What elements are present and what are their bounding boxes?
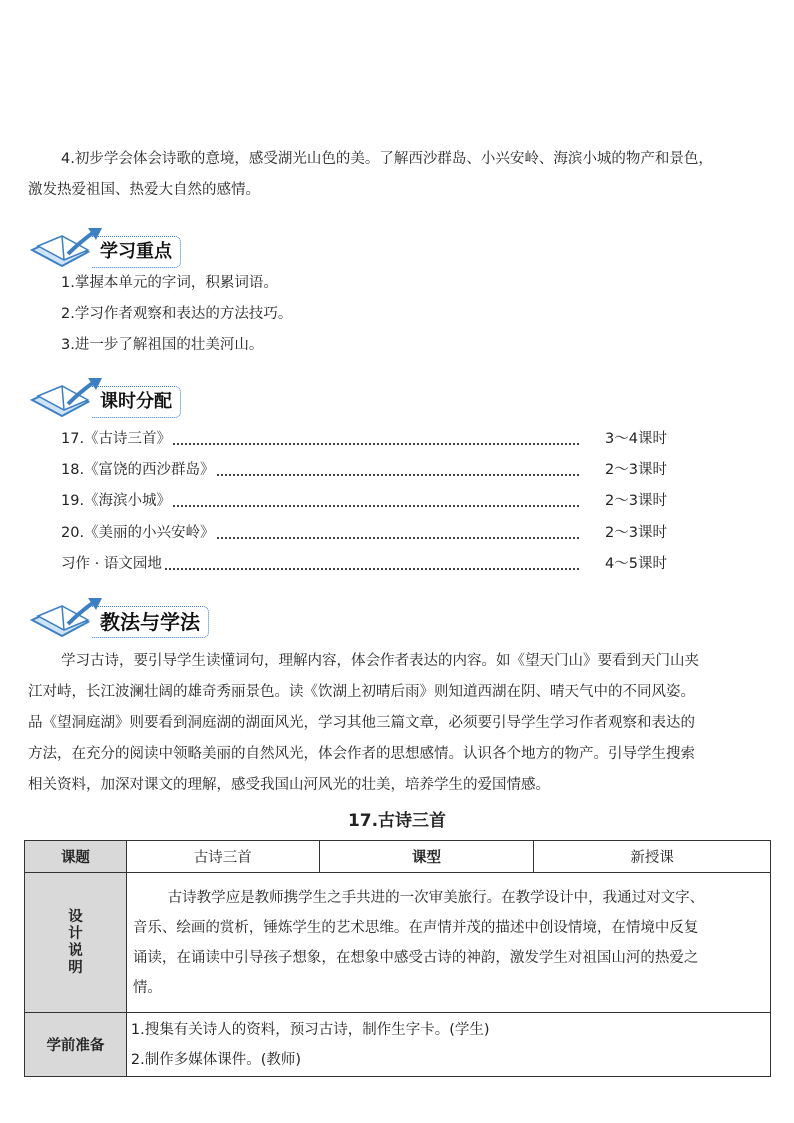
schedule-row [61, 486, 667, 517]
prep-label: 学前准备 [25, 1013, 127, 1077]
prep-line: 2.制作多媒体课件。(教师) [130, 1051, 302, 1068]
table-row [25, 1013, 771, 1077]
design-text [126, 873, 770, 1013]
type-value: 新授课 [534, 841, 771, 873]
schedule-title: 20.《美丽的小兴安岭》 [61, 518, 217, 549]
section-schedule-title: 课时分配 [92, 386, 181, 418]
design-label [25, 873, 127, 1013]
method-line2: 江对峙，长江波澜壮阔的雄奇秀丽景色。读《饮湖上初晴后雨》则知道西湖在阴、晴天气中的不同风姿。 [28, 684, 695, 700]
section-method-title: 教法与学法 [92, 606, 209, 638]
method-line5: 相关资料，加深对课文的理解，感受我国山河风光的壮美，培养学生的爱国情感。 [28, 777, 550, 793]
topic-value: 古诗三首 [126, 841, 319, 873]
schedule-hours: 2～3课时 [605, 493, 667, 509]
design-label-char: 明 [68, 959, 83, 976]
schedule-title: 18.《富饶的西沙群岛》 [61, 455, 217, 486]
topic-label: 课题 [25, 841, 127, 873]
method-line4: 方法，在充分的阅读中领略美丽的自然风光，体会作者的思想感情。认识各个地方的物产。引导学生搜索 [28, 746, 695, 762]
section-focus [28, 224, 228, 270]
method-line3: 品《望洞庭湖》则要看到洞庭湖的湖面风光，学习其他三篇文章，必须要引导学生学习作者观察和表达的 [28, 715, 695, 731]
focus-item-1: 1.掌握本单元的字词，积累词语。 [61, 275, 278, 291]
schedule-hours: 2～3课时 [605, 462, 667, 478]
focus-item-3: 3.进一步了解祖国的壮美河山。 [61, 337, 264, 353]
table-row [25, 873, 771, 1013]
design-line: 音乐、绘画的赏析，锤炼学生的艺术思维。在声情并茂的描述中创设情境，在情境中反复 [132, 919, 699, 936]
design-label-char: 设 [68, 908, 83, 925]
section-focus-title: 学习重点 [92, 236, 181, 268]
focus-item-2: 2.学习作者观察和表达的方法技巧。 [61, 306, 293, 322]
lesson-plan-table [24, 840, 771, 1077]
schedule-row [61, 455, 667, 486]
schedule-row [61, 518, 667, 549]
schedule-title: 习作 · 语文园地 [61, 549, 164, 580]
objective-4-line2: 激发热爱祖国、热爱大自然的感情。 [28, 182, 260, 198]
type-label: 课型 [319, 841, 534, 873]
prep-line: 1.搜集有关诗人的资料，预习古诗，制作生字卡。(学生) [130, 1021, 490, 1038]
schedule-row [61, 549, 667, 580]
schedule-title: 19.《海滨小城》 [61, 486, 173, 517]
schedule-hours: 2～3课时 [605, 525, 667, 541]
section-method [28, 594, 248, 640]
prep-text [126, 1013, 770, 1077]
schedule-title: 17.《古诗三首》 [61, 424, 173, 455]
design-label-char: 说 [68, 942, 83, 959]
schedule-row [61, 424, 667, 455]
design-line: 诵读，在诵读中引导孩子想象，在想象中感受古诗的神韵，激发学生对祖国山河的热爱之 [132, 949, 699, 966]
design-label-char: 计 [68, 925, 83, 942]
objective-4-line1: 4.初步学会体会诗歌的意境，感受湖光山色的美。了解西沙群岛、小兴安岭、海滨小城的物产和景色， [61, 151, 713, 167]
design-line: 古诗教学应是教师携学生之手共进的一次审美旅行。在教学设计中，我通过对文字、 [167, 889, 705, 906]
section-schedule [28, 374, 228, 420]
lesson-title: 17.古诗三首 [347, 811, 447, 831]
method-line1: 学习古诗，要引导学生读懂词句，理解内容，体会作者表达的内容。如《望天门山》要看到天门山夹 [61, 653, 699, 669]
design-line: 情。 [132, 979, 162, 996]
schedule-hours: 3～4课时 [605, 431, 667, 447]
table-row [25, 841, 771, 873]
schedule-hours: 4～5课时 [605, 556, 667, 572]
